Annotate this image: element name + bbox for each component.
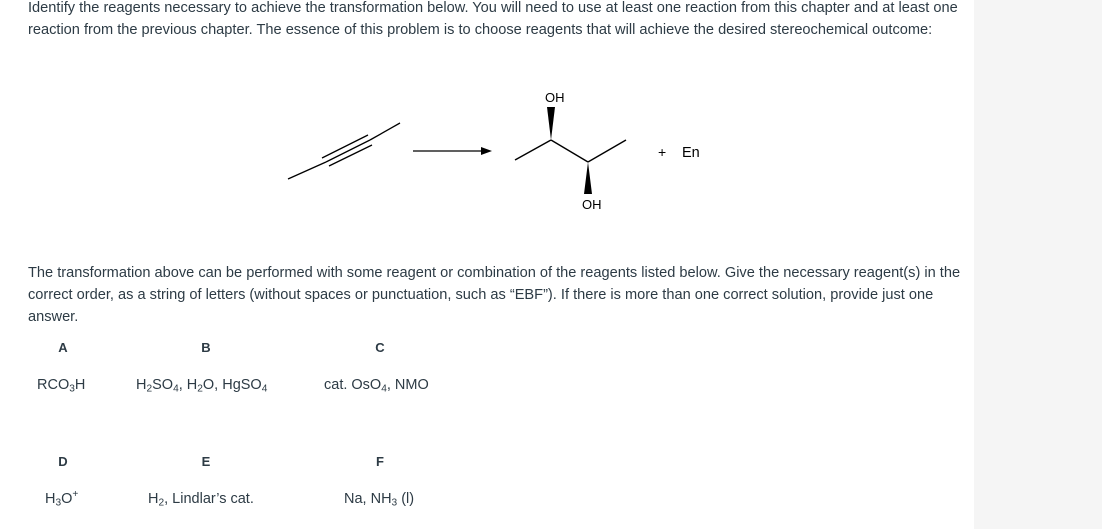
reagent-letter-e: E: [201, 454, 211, 469]
reagent-letter-b: B: [201, 340, 211, 355]
reagent-b: $H_2SO_4$, $H_2O$, HgSO$_4$: [136, 377, 268, 395]
hydroxyl-label-top: OH: [545, 90, 565, 105]
enantiomer-label: En: [682, 145, 700, 161]
question-instructions: The transformation above can be performed with some reagent or combination of the reagents listed below. Give the necessary reagent(s) in the correct order, as a string of letters (without spaces or punctuation, such as “EBF”). If there is more than one correct solution, provide just one answer.: [28, 265, 961, 325]
plus-sign: +: [658, 144, 667, 160]
reagent-a: $RCO_3H$: [37, 377, 86, 395]
reaction-arrow: [413, 147, 492, 155]
question-intro: Identify the reagents necessary to achieve the transformation below. You will need to use at least one reaction from this chapter and at least one reaction from the previous chapter. The essence of this problem is to choose reagents that will achieve the desired stereochemical outcome:: [28, 0, 958, 38]
wedge-bond-top: [547, 107, 555, 140]
reagent-letter-a: A: [58, 340, 68, 355]
reagent-letter-f: F: [376, 454, 384, 469]
reagent-d: $H_3O^+$: [45, 488, 79, 509]
reagent-e: $H_2$, Lindlar’s cat.: [148, 491, 254, 509]
reagent-f: Na, $NH_3$ (l): [344, 491, 415, 509]
reagent-letter-c: C: [375, 340, 385, 355]
reagent-letter-d: D: [58, 454, 68, 469]
reagent-c: cat. OsO$_4$, NMO: [324, 377, 429, 395]
hydroxyl-label-bottom: OH: [582, 197, 602, 212]
wedge-bond-bottom: [584, 162, 592, 194]
reaction-scheme: [270, 82, 730, 222]
side-gutter: [974, 0, 1102, 529]
alkyne-structure: [288, 123, 400, 179]
diol-structure: [515, 140, 626, 162]
